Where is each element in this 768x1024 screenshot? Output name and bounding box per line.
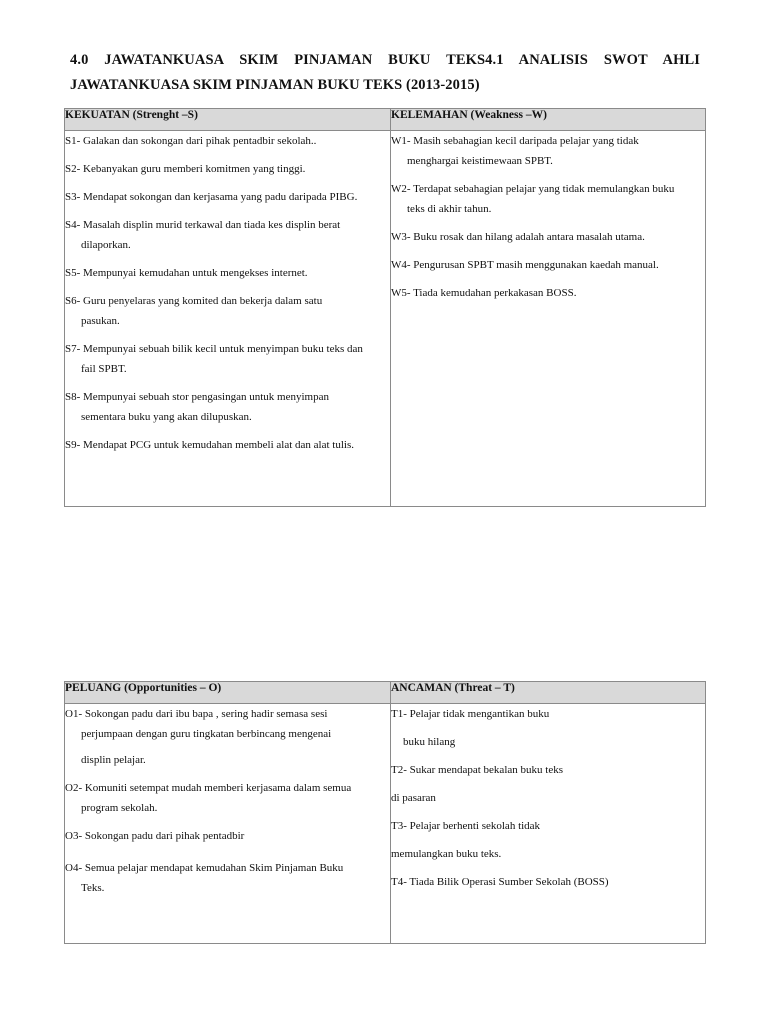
threat-line: T4- Tiada Bilik Operasi Sumber Sekolah (BOSS) xyxy=(391,876,609,888)
strength-item: S1- Galakan dan sokongan dari pihak pentadbir sekolah.. xyxy=(65,135,317,147)
weaknesses-header: KELEMAHAN (Weakness –W) xyxy=(391,109,706,131)
weakness-item: W5- Tiada kemudahan perkakasan BOSS. xyxy=(391,287,577,299)
strength-item: S7- Mempunyai sebuah bilik kecil untuk menyimpan buku teks dan fail SPBT. xyxy=(65,343,363,375)
weaknesses-cell xyxy=(391,131,706,507)
opportunities-cell xyxy=(65,704,391,944)
strength-item: S8- Mempunyai sebuah stor pengasingan untuk menyimpan sementara buku yang akan dilupuskan. xyxy=(65,391,329,423)
threat-line: di pasaran xyxy=(391,792,436,804)
strengths-cell xyxy=(65,131,391,507)
strength-item: S6- Guru penyelaras yang komited dan bekerja dalam satu pasukan. xyxy=(65,295,323,327)
swot-table-opportunities-threats xyxy=(64,681,706,944)
strength-item: S9- Mendapat PCG untuk kemudahan membeli alat dan alat tulis. xyxy=(65,439,354,451)
threats-cell xyxy=(391,704,706,944)
strength-item: S2- Kebanyakan guru memberi komitmen yang tinggi. xyxy=(65,163,306,175)
swot-table-strengths-weaknesses xyxy=(64,108,706,507)
opportunity-item: O1- Sokongan padu dari ibu bapa , sering hadir semasa sesi perjumpaan dengan guru tingkatan berbincang mengenai displin pelajar. xyxy=(65,708,332,766)
threat-line: T1- Pelajar tidak mengantikan buku xyxy=(391,708,550,720)
opportunity-item: O4- Semua pelajar mendapat kemudahan Skim Pinjaman Buku Teks. xyxy=(65,862,344,894)
threat-line: memulangkan buku teks. xyxy=(391,848,502,860)
opportunities-header: PELUANG (Opportunities – O) xyxy=(65,682,391,704)
threat-line: buku hilang xyxy=(403,736,456,748)
threat-line: T2- Sukar mendapat bekalan buku teks xyxy=(391,764,563,776)
threats-header: ANCAMAN (Threat – T) xyxy=(391,682,706,704)
weakness-item: W3- Buku rosak dan hilang adalah antara masalah utama. xyxy=(391,231,645,243)
weakness-item: W2- Terdapat sebahagian pelajar yang tidak memulangkan buku teks di akhir tahun. xyxy=(391,183,675,215)
document-title: 4.0 JAWATANKUASA SKIM PINJAMAN BUKU TEKS4.1 ANALISIS SWOT AHLI JAWATANKUASA SKIM PINJAMAN BUKU TEKS (2013-2015) xyxy=(70,52,700,93)
opportunity-item: O3- Sokongan padu dari pihak pentadbir xyxy=(65,830,245,842)
strength-item: S4- Masalah displin murid terkawal dan tiada kes displin berat dilaporkan. xyxy=(65,219,341,251)
strength-item: S5- Mempunyai kemudahan untuk mengekses internet. xyxy=(65,267,308,279)
weakness-item: W1- Masih sebahagian kecil daripada pelajar yang tidak menghargai keistimewaan SPBT. xyxy=(391,135,639,167)
threat-line: T3- Pelajar berhenti sekolah tidak xyxy=(391,820,541,832)
weakness-item: W4- Pengurusan SPBT masih menggunakan kaedah manual. xyxy=(391,259,659,271)
strengths-header: KEKUATAN (Strenght –S) xyxy=(65,109,391,131)
strength-item: S3- Mendapat sokongan dan kerjasama yang padu daripada PIBG. xyxy=(65,191,358,203)
opportunity-item: O2- Komuniti setempat mudah memberi kerjasama dalam semua program sekolah. xyxy=(65,782,352,814)
